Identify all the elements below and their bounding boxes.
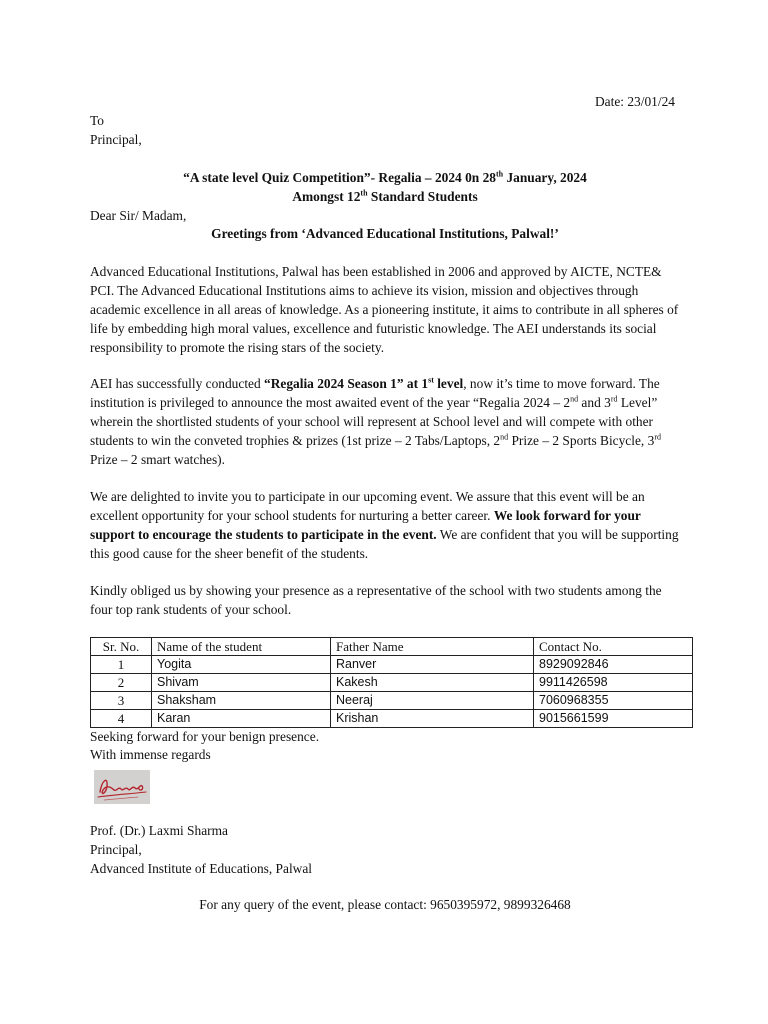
closing-line-2: With immense regards [90,747,211,762]
cell-father-name: Neeraj [331,692,534,710]
cell-student-name: Shivam [152,674,331,692]
signature-image [94,770,150,804]
cell-sr-no: 3 [91,692,152,710]
cell-father-name: Ranver [331,656,534,674]
paragraph-introduction: Advanced Educational Institutions, Palwal has been established in 2006 and approved by AICTE, NCTE& PCI. The Advanced Educational Institutions aims to achieve its vision, mission and objectives through academic excellence in all areas of knowledge. As a pioneering institute, it aims to contribute in all spheres of life by embedding high moral values, excellence and futuristic knowledge. The AEI understands its social responsibility to promote the rising stars of the society. [90,264,679,355]
to-line: To [90,113,104,128]
salutation: Dear Sir/ Madam, [90,208,187,223]
header-contact-no: Contact No. [534,638,693,656]
cell-sr-no: 4 [91,710,152,728]
paragraph-invitation: We are delighted to invite you to participate in our upcoming event. We assure that this event will be an excellent opportunity for your school students for nurturing a better career. We look forward for your support to encourage the students to participate in the event. We are confident that you will be supporting this good cause for the sheer benefit of the students. [90,489,679,561]
subject-line-2: Amongst 12th Standard Students [292,188,478,204]
footer-contact: For any query of the event, please contact: 9650395972, 9899326468 [199,897,571,912]
paragraph-request: Kindly obliged us by showing your presence as a representative of the school with two students among the four top rank students of your school. [90,583,662,617]
cell-father-name: Krishan [331,710,534,728]
students-table [90,637,693,728]
signatory-institute: Advanced Institute of Educations, Palwal [90,861,313,876]
table-header-row [91,638,693,656]
header-father-name: Father Name [331,638,534,656]
cell-student-name: Yogita [152,656,331,674]
subject-line-1: “A state level Quiz Competition”- Regalia – 2024 0n 28th January, 2024 [183,169,587,185]
table-row [91,692,693,710]
signatory-name: Prof. (Dr.) Laxmi Sharma [90,823,228,838]
table-row [91,656,693,674]
cell-student-name: Karan [152,710,331,728]
cell-student-name: Shaksham [152,692,331,710]
date-line [595,92,675,111]
cell-sr-no: 2 [91,674,152,692]
cell-father-name: Kakesh [331,674,534,692]
cell-contact-no: 9911426598 [534,674,693,692]
closing-line-1: Seeking forward for your benign presence. [90,729,320,744]
table-row [91,674,693,692]
recipient-line: Principal, [90,132,142,147]
signatory-title: Principal, [90,842,142,857]
date-value: 23/01/24 [627,94,675,109]
signature-scribble [94,770,150,804]
date-label: Date: [595,94,624,109]
cell-sr-no: 1 [91,656,152,674]
cell-contact-no: 8929092846 [534,656,693,674]
table-row [91,710,693,728]
greeting-line: Greetings from ‘Advanced Educational Institutions, Palwal!’ [211,226,559,241]
cell-contact-no: 7060968355 [534,692,693,710]
cell-contact-no: 9015661599 [534,710,693,728]
paragraph-event: AEI has successfully conducted “Regalia 2024 Season 1” at 1st level, now it’s time to move forward. The institution is privileged to announce the most awaited event of the year “Regalia 2024 – 2nd and 3rd Level” wherein the shortlisted students of your school will represent at School level and will compete with other students to win the conveted trophies & prizes (1st prize – 2 Tabs/Laptops, 2nd Prize – 2 Sports Bicycle, 3rd Prize – 2 smart watches). [90,375,661,467]
header-sr-no: Sr. No. [91,638,152,656]
header-student-name: Name of the student [152,638,331,656]
